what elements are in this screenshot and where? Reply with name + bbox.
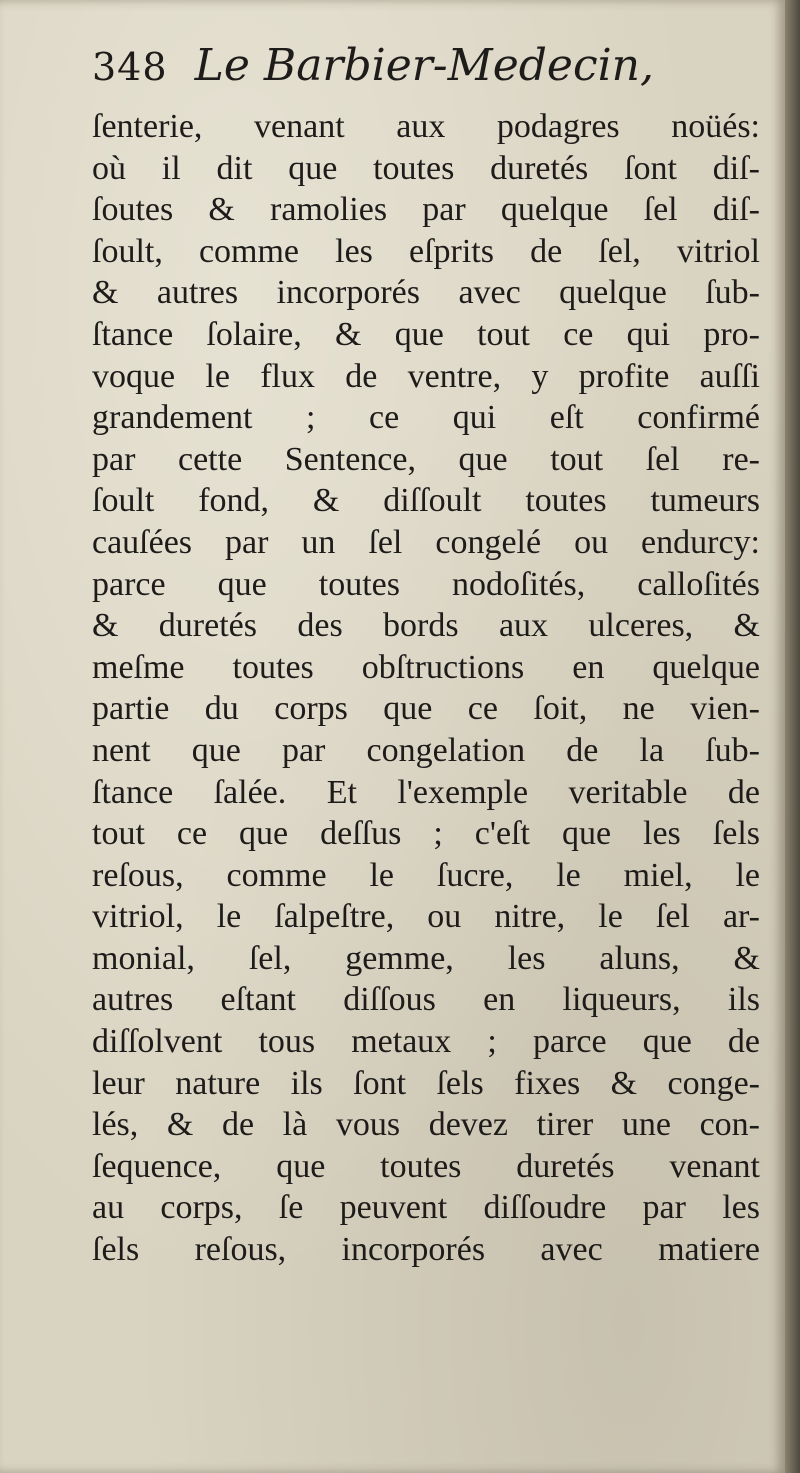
page-number: 348	[92, 45, 168, 89]
running-title: Le Barbier-Medecin,	[194, 40, 654, 91]
text-line: & duretés des bords aux ulceres, &	[92, 607, 760, 645]
text-line: & autres incorporés avec quelque ſub-	[92, 274, 760, 312]
text-line: où il dit que toutes duretés ſont diſ-	[92, 149, 760, 187]
text-line: voque le flux de ventre, y profite auſſi	[92, 357, 760, 395]
text-line: parce que toutes nodoſités, calloſités	[92, 565, 760, 603]
text-line: ſoult fond, & diſſoult toutes tumeurs	[92, 482, 760, 520]
text-line: ſtance ſalée. Et l'exemple veritable de	[92, 773, 760, 811]
text-line: leur nature ils ſont ſels fixes & conge-	[92, 1064, 760, 1102]
text-line: diſſolvent tous metaux ; parce que de	[92, 1023, 760, 1061]
text-line: cauſées par un ſel congelé ou endurcy:	[92, 523, 760, 561]
text-line: grandement ; ce qui eſt confirmé	[92, 399, 760, 437]
text-line: monial, ſel, gemme, les aluns, &	[92, 939, 760, 977]
body-text	[92, 106, 760, 1271]
page-header	[92, 40, 654, 100]
page-edge-shadow	[785, 0, 800, 1473]
text-line: reſous, comme le ſucre, le miel, le	[92, 856, 760, 894]
text-line: ſtance ſolaire, & que tout ce qui pro-	[92, 315, 760, 353]
text-line: lés, & de là vous devez tirer une con-	[92, 1106, 760, 1144]
text-line: autres eſtant diſſous en liqueurs, ils	[92, 981, 760, 1019]
text-line: meſme toutes obſtructions en quelque	[92, 648, 760, 686]
text-line: nent que par congelation de la ſub-	[92, 731, 760, 769]
text-line: ſoutes & ramolies par quelque ſel diſ-	[92, 191, 760, 229]
text-line: vitriol, le ſalpeſtre, ou nitre, le ſel ar-	[92, 898, 760, 936]
text-line: ſenterie, venant aux podagres noüés:	[92, 108, 760, 145]
text-line: par cette Sentence, que tout ſel re-	[92, 440, 760, 478]
text-line: ſoult, comme les eſprits de ſel, vitriol	[92, 232, 760, 270]
text-line: partie du corps que ce ſoit, ne vien-	[92, 690, 760, 728]
text-line: tout ce que deſſus ; c'eſt que les ſels	[92, 815, 760, 853]
text-line: ſels reſous, incorporés avec matiere	[92, 1231, 760, 1269]
text-line: ſequence, que toutes duretés venant	[92, 1147, 760, 1185]
text-line: au corps, ſe peuvent diſſoudre par les	[92, 1189, 760, 1227]
